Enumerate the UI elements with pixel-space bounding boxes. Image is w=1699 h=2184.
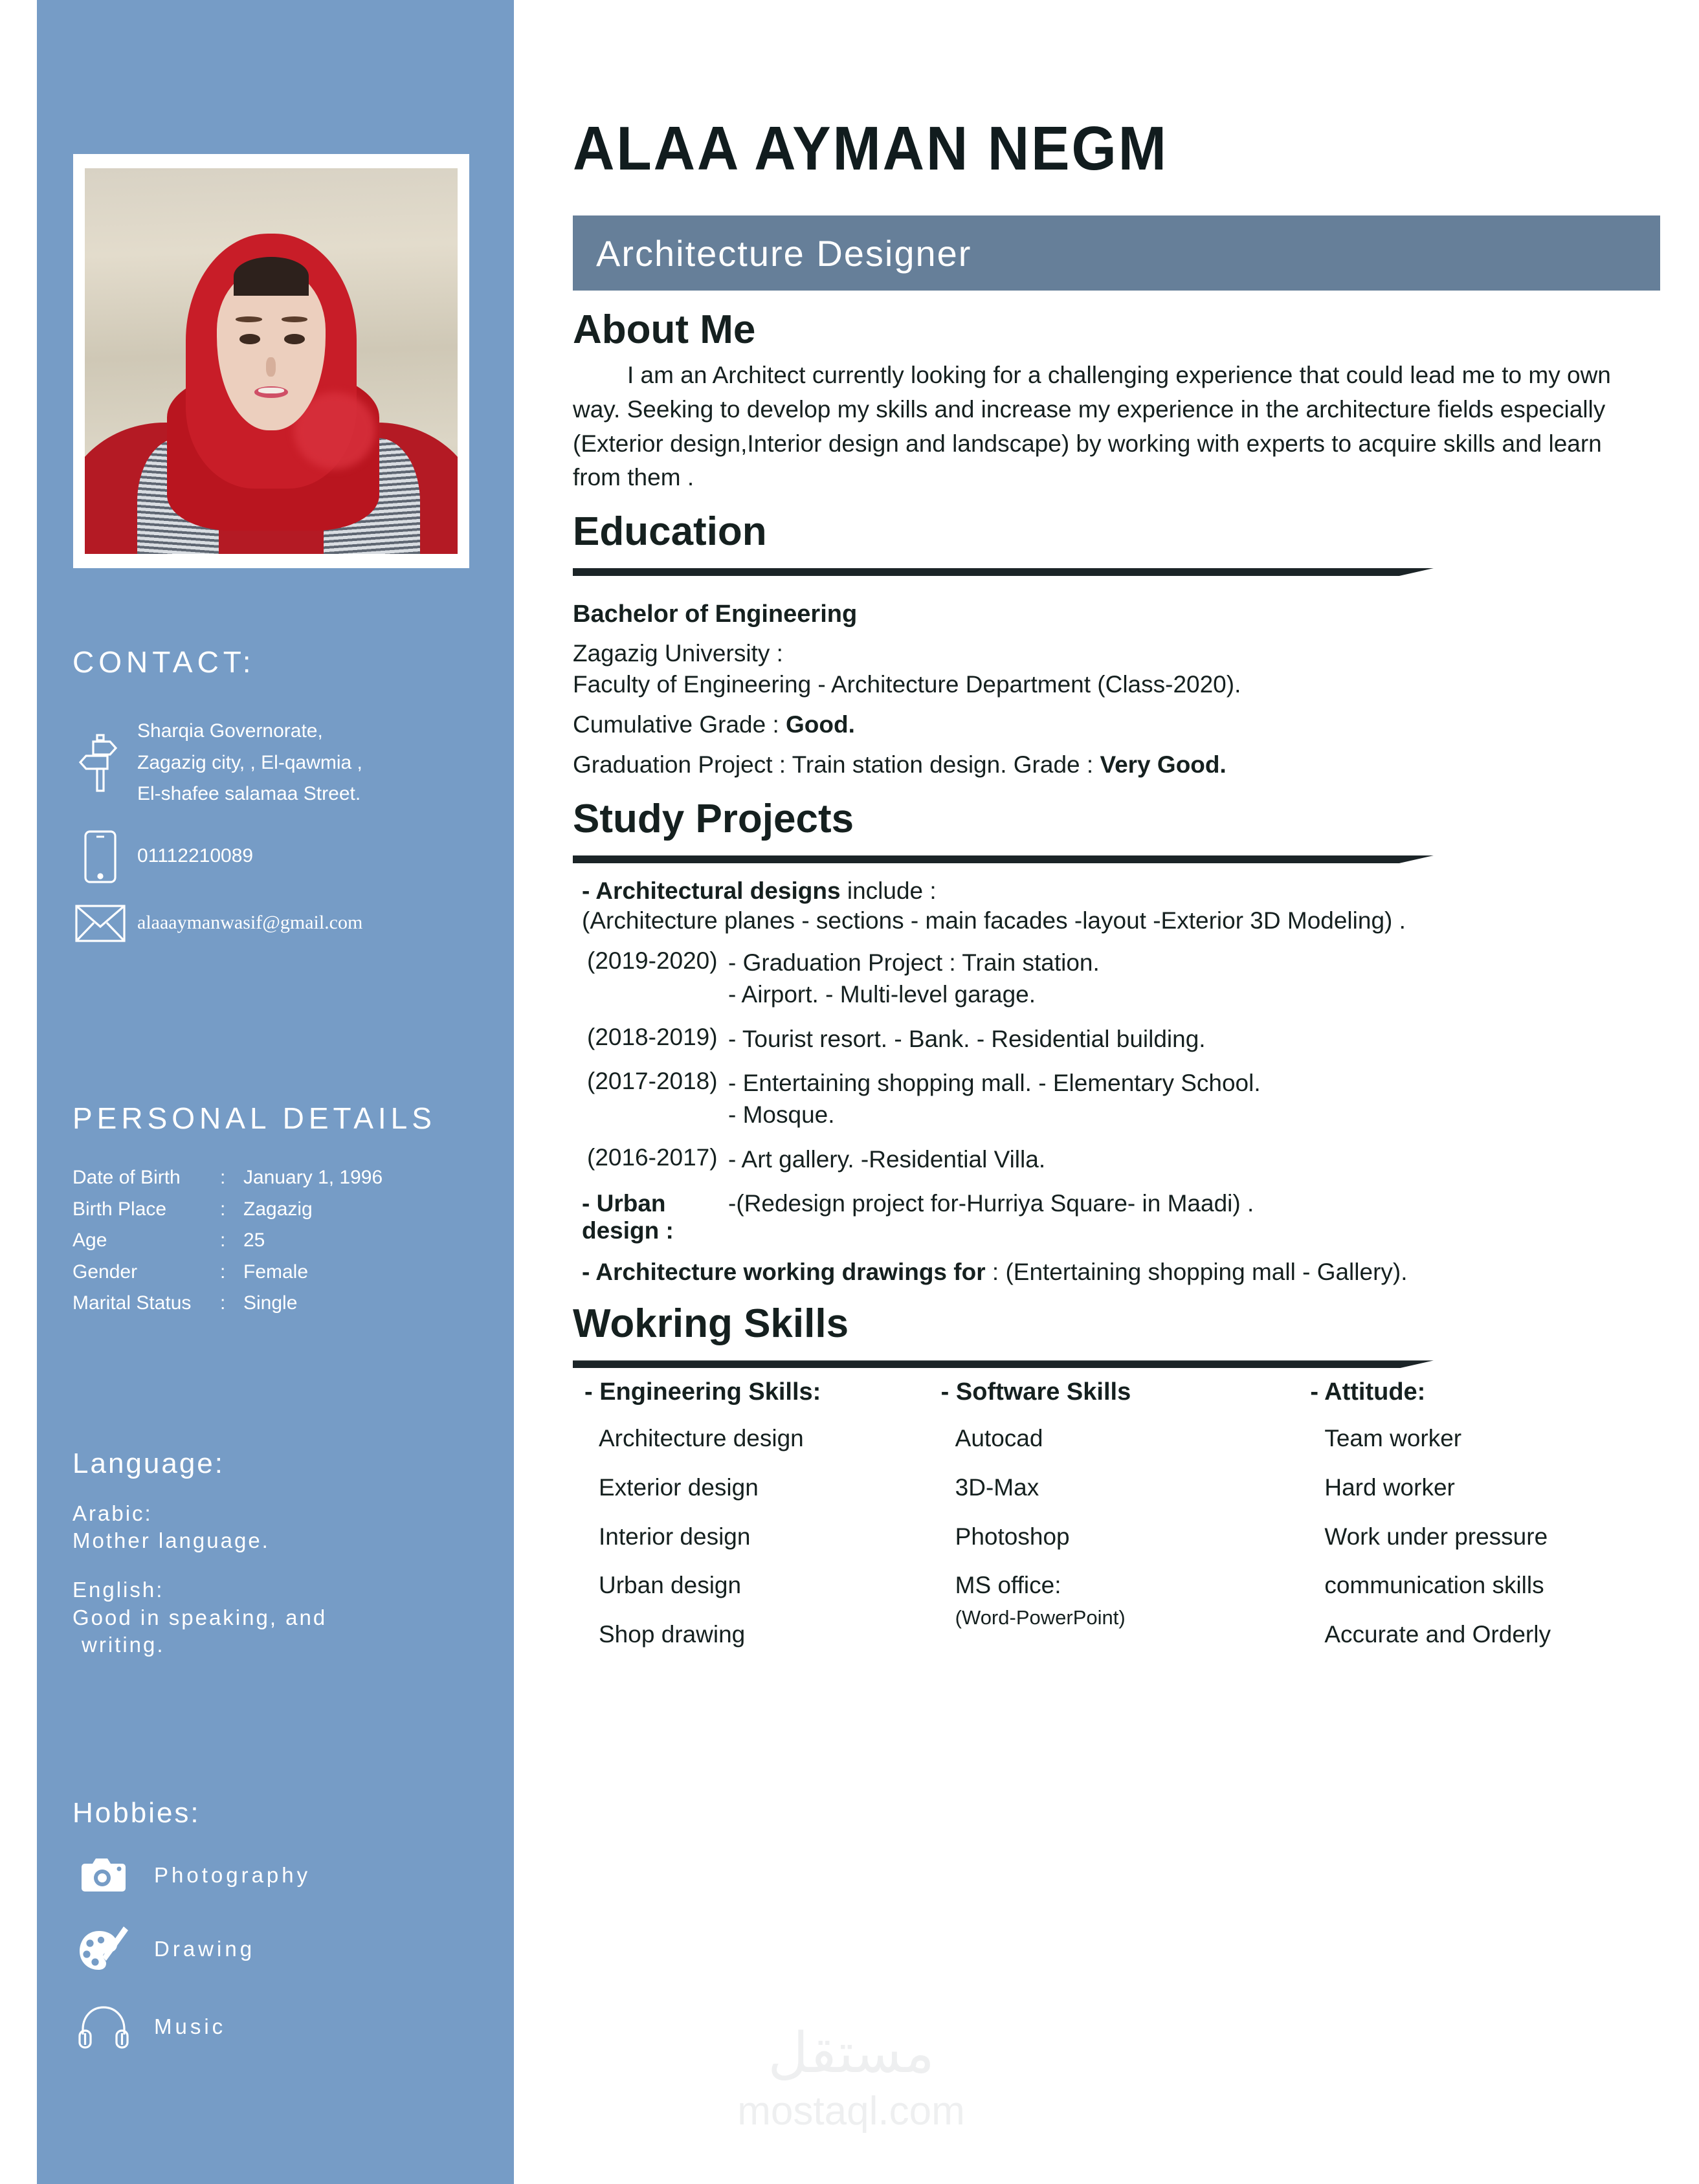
project-year: (2018-2019) (587, 1023, 718, 1050)
address-line-3: El-shafee salamaa Street. (137, 783, 361, 805)
working-drawings-row (582, 1259, 1660, 1286)
education-heading: Education (573, 509, 767, 554)
value: Female (243, 1261, 309, 1283)
education-university: Zagazig University : (573, 640, 783, 667)
about-text: I am an Architect currently looking for a challenging experience that could lead me to my own way. Seeking to develop my skills and increase my experience in the architecture fields especially (Exterior design,Interior design and landscape) by working with experts to acquire skills and learn from them . (573, 362, 1611, 491)
profile-photo-frame (73, 154, 469, 568)
headphones-icon (72, 2003, 135, 2050)
project-item: - Graduation Project : Train station. (728, 949, 1100, 976)
mobile-phone-icon (72, 830, 128, 884)
project-year: (2016-2017) (587, 1144, 718, 1171)
skills-column-engineering (573, 1378, 935, 1669)
contact-heading: CONTACT: (72, 645, 256, 679)
skill-item: Hard worker (1324, 1474, 1455, 1501)
hobby-label: Photography (154, 1863, 311, 1887)
project-items (728, 1068, 1660, 1131)
skills-column-attitude (1291, 1378, 1660, 1669)
skill-item: Shop drawing (599, 1620, 746, 1648)
project-items (728, 947, 1660, 1011)
personal-row-gender (72, 1259, 526, 1286)
skill-item: Interior design (599, 1523, 751, 1550)
projects-lead-sub: (Architecture planes - sections - main facades -layout -Exterior 3D Modeling) . (582, 907, 1406, 934)
about-heading: About Me (573, 307, 756, 352)
hobbies-heading: Hobbies: (72, 1797, 201, 1829)
working-drawings-bold: - Architecture working drawings for (582, 1258, 986, 1285)
language-heading: Language: (72, 1448, 225, 1479)
envelope-icon (72, 903, 128, 943)
skill-item: Photoshop (955, 1523, 1070, 1550)
value: 25 (243, 1230, 265, 1252)
avatar (85, 168, 458, 554)
project-item: - Art gallery. -Residential Villa. (728, 1146, 1046, 1173)
label: Birth Place (72, 1198, 167, 1220)
label: Marital Status (72, 1292, 192, 1314)
hobby-label: Drawing (154, 1937, 256, 1961)
urban-design-key: - Urban design : (582, 1189, 674, 1244)
project-year: (2017-2018) (587, 1068, 718, 1095)
project-items (728, 1144, 1660, 1176)
camera-icon (72, 1856, 135, 1895)
contact-email: alaaaymanwasif@gmail.com (137, 912, 363, 934)
skill-item: MS office: (955, 1572, 1061, 1599)
project-item: - Mosque. (728, 1101, 835, 1129)
skills-column-head: - Engineering Skills: (584, 1378, 821, 1406)
language-1-desc-line1: Good in speaking, and (72, 1605, 328, 1629)
education-cumulative-grade (573, 710, 1660, 740)
project-items (728, 1024, 1660, 1055)
project-year-row (573, 947, 1660, 1011)
projects-lead-rest: include : (840, 877, 937, 904)
role-text: Architecture Designer (596, 232, 972, 274)
working-skills-heading: Wokring Skills (573, 1301, 849, 1346)
contact-section (72, 647, 513, 963)
project-item: - Airport. - Multi-level garage. (728, 980, 1036, 1008)
project-year-row (573, 1024, 1660, 1055)
skill-item: Exterior design (599, 1474, 759, 1501)
address-line-2: Zagazig city, , El-qawmia , (137, 751, 362, 773)
skill-item: Urban design (599, 1572, 742, 1599)
skill-item: Work under pressure (1324, 1523, 1548, 1550)
project-item: - Tourist resort. - Bank. - Residential building. (728, 1025, 1206, 1052)
skill-item: Architecture design (599, 1425, 804, 1452)
graduation-value: Very Good. (1100, 751, 1227, 778)
working-drawings-rest: : (Entertaining shopping mall - Gallery). (985, 1258, 1408, 1285)
personal-details-table (72, 1164, 526, 1318)
language-1-name: English: (72, 1578, 164, 1602)
projects-lead-bold: - Architectural designs (582, 877, 841, 904)
hobby-item-music (72, 2003, 526, 2050)
value: Single (243, 1292, 298, 1314)
skill-item: Autocad (955, 1425, 1043, 1452)
label: Age (72, 1230, 107, 1252)
role-banner (573, 215, 1660, 291)
label: Date of Birth (72, 1167, 181, 1188)
contact-email-row[interactable] (72, 903, 513, 943)
education-degree: Bachelor of Engineering (573, 601, 858, 628)
cumulative-label: Cumulative Grade : (573, 711, 786, 738)
colon: : (220, 1230, 226, 1252)
contact-phone: 01112210089 (137, 845, 254, 867)
study-projects-divider (573, 855, 1434, 863)
hobbies-section (72, 1799, 526, 2050)
signpost-icon (72, 733, 128, 793)
skill-item: Team worker (1324, 1425, 1462, 1452)
hobby-item-photography (72, 1856, 526, 1895)
cumulative-value: Good. (786, 711, 855, 738)
project-year-row (573, 1068, 1660, 1131)
education-faculty: Faculty of Engineering - Architecture Department (Class-2020). (573, 670, 1241, 698)
skill-item: communication skills (1324, 1572, 1544, 1599)
personal-details-heading: PERSONAL DETAILS (72, 1101, 436, 1135)
colon: : (220, 1261, 226, 1283)
project-year: (2019-2020) (587, 947, 718, 974)
address-line-1: Sharqia Governorate, (137, 720, 323, 742)
hobby-label: Music (154, 2014, 227, 2038)
language-0-name: Arabic: (72, 1501, 153, 1525)
hobby-item-drawing (72, 1923, 526, 1975)
contact-phone-row[interactable] (72, 830, 513, 884)
contact-address (128, 716, 362, 810)
value: Zagazig (243, 1198, 313, 1220)
language-1-desc-line2: writing. (82, 1632, 165, 1657)
personal-details-section (72, 1103, 526, 1321)
sidebar (37, 0, 514, 2184)
urban-design-value: -(Redesign project for-Hurriya Square- in Maadi) . (728, 1189, 1254, 1217)
colon: : (220, 1198, 226, 1220)
palette-brush-icon (72, 1923, 135, 1975)
label: Gender (72, 1261, 138, 1283)
main-content (573, 0, 1660, 2184)
personal-row-birthplace (72, 1196, 526, 1224)
language-section (72, 1450, 526, 1659)
skills-column-head: - Attitude: (1310, 1378, 1426, 1406)
skill-item-sub: (Word-PowerPoint) (955, 1605, 1126, 1629)
watermark-url: mostaql.com (737, 2089, 965, 2134)
study-projects-heading: Study Projects (573, 796, 854, 841)
skills-column-software (935, 1378, 1291, 1669)
watermark-arabic: مستقل (768, 2021, 935, 2086)
skills-column-head: - Software Skills (940, 1378, 1131, 1406)
contact-address-row (72, 716, 513, 810)
skills-grid (573, 1378, 1660, 1669)
projects-lead (582, 877, 1660, 905)
colon: : (220, 1292, 226, 1314)
skill-item: Accurate and Orderly (1324, 1620, 1551, 1648)
project-year-row (573, 1144, 1660, 1176)
personal-row-age (72, 1227, 526, 1255)
working-skills-divider (573, 1360, 1434, 1368)
value: January 1, 1996 (243, 1167, 383, 1188)
page-title: ALAA AYMAN NEGM (573, 114, 1168, 183)
skill-item: 3D-Max (955, 1474, 1039, 1501)
personal-row-dob (72, 1164, 526, 1192)
colon: : (220, 1167, 226, 1188)
project-item: - Entertaining shopping mall. - Elementary School. (728, 1070, 1261, 1097)
urban-design-row (573, 1190, 1660, 1244)
education-divider (573, 568, 1434, 576)
personal-row-marital (72, 1290, 526, 1318)
graduation-label: Graduation Project : Train station design. Grade : (573, 751, 1100, 778)
education-graduation-project (573, 750, 1660, 780)
language-0-desc: Mother language. (72, 1528, 270, 1553)
